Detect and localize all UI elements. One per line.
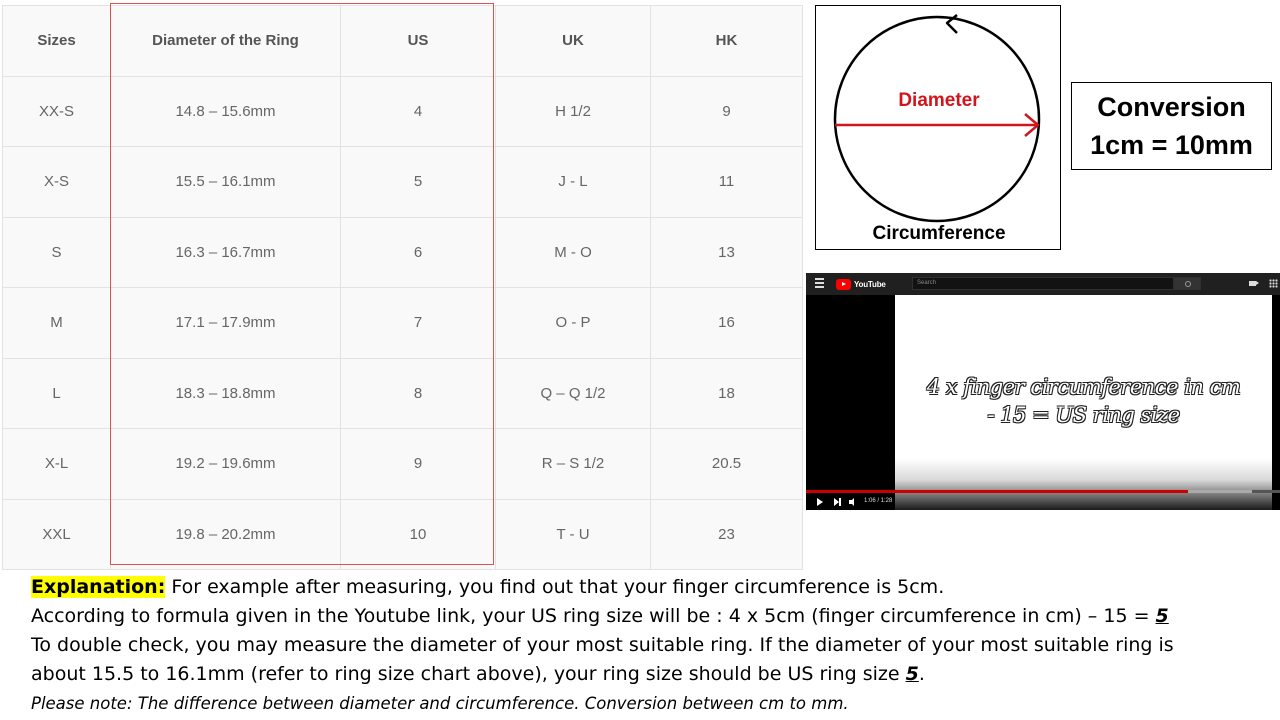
column-header-us: US — [341, 6, 496, 77]
column-header-sizes: Sizes — [3, 6, 111, 77]
table-cell-hk: 23 — [651, 499, 803, 570]
circle-diagram-svg — [816, 6, 1062, 251]
explanation-line-4 — [31, 660, 1271, 689]
table-cell-us: 5 — [341, 147, 496, 218]
video-progress-bar[interactable] — [806, 490, 1280, 493]
table-cell-diameter: 15.5 – 16.1mm — [111, 147, 341, 218]
youtube-video-frame[interactable] — [895, 295, 1272, 510]
youtube-play-logo-icon — [836, 279, 851, 290]
video-camera-icon[interactable] — [1249, 281, 1256, 286]
column-header-hk: HK — [651, 6, 803, 77]
table-cell-diameter: 19.8 – 20.2mm — [111, 499, 341, 570]
answer-us-size: 5 — [1155, 605, 1169, 627]
table-cell-us: 8 — [341, 358, 496, 429]
explanation-line-2-text: According to formula given in the Youtube link, your US ring size will be : 4 x 5cm (finger circumference in cm) – 15 = — [31, 605, 1156, 627]
explanation-line-4-text: about 15.5 to 16.1mm (refer to ring size chart above), your ring size should be US ring size — [31, 663, 906, 685]
youtube-search-input[interactable]: Search — [912, 277, 1174, 290]
explanation-line-1-text: For example after measuring, you find out that your finger circumference is 5cm. — [165, 576, 945, 598]
table-cell-hk: 9 — [651, 76, 803, 147]
table-cell-uk: Q – Q 1/2 — [496, 358, 651, 429]
hamburger-menu-icon[interactable] — [815, 278, 824, 288]
table-cell-diameter: 17.1 – 17.9mm — [111, 288, 341, 359]
table-cell-hk: 11 — [651, 147, 803, 218]
table-cell-size: X-L — [3, 429, 111, 500]
conversion-title: Conversion — [1097, 92, 1246, 122]
video-buffer-bar — [1188, 490, 1252, 493]
youtube-player[interactable] — [806, 273, 1280, 510]
apps-grid-icon[interactable] — [1269, 279, 1278, 288]
table-cell-hk: 13 — [651, 217, 803, 288]
diameter-us-highlight-box — [110, 3, 494, 565]
explanation-line-4-end: . — [918, 663, 925, 685]
circumference-label: Circumference — [872, 223, 1006, 244]
column-header-uk: UK — [496, 6, 651, 77]
conversion-box — [1071, 82, 1272, 170]
table-cell-us: 7 — [341, 288, 496, 359]
explanation-line-1 — [31, 573, 1271, 602]
table-cell-size: XXL — [3, 499, 111, 570]
explanation-label: Explanation: — [31, 576, 166, 598]
explanation-text — [31, 573, 1271, 718]
diameter-circumference-diagram — [815, 5, 1061, 250]
formula-line-1: 4 x finger circumference in cm — [926, 375, 1241, 399]
table-cell-hk: 20.5 — [651, 429, 803, 500]
table-cell-hk: 18 — [651, 358, 803, 429]
explanation-line-3: To double check, you may measure the diameter of your most suitable ring. If the diameter of your most suitable ring is — [31, 634, 1174, 656]
table-cell-uk: J - L — [496, 147, 651, 218]
table-cell-size: L — [3, 358, 111, 429]
play-icon[interactable] — [817, 498, 823, 506]
diameter-label: Diameter — [898, 90, 980, 111]
table-cell-uk: O - P — [496, 288, 651, 359]
table-cell-uk: T - U — [496, 499, 651, 570]
volume-icon[interactable] — [849, 498, 858, 506]
next-icon[interactable] — [834, 498, 841, 506]
table-cell-size: XX-S — [3, 76, 111, 147]
youtube-logo-text: YouTube — [854, 279, 886, 289]
table-cell-us: 10 — [341, 499, 496, 570]
table-cell-size: X-S — [3, 147, 111, 218]
table-cell-uk: R – S 1/2 — [496, 429, 651, 500]
video-time: 1:06 / 1:28 — [864, 498, 893, 504]
formula-line-2: - 15 = US ring size — [987, 403, 1180, 427]
table-cell-diameter: 18.3 – 18.8mm — [111, 358, 341, 429]
table-cell-us: 6 — [341, 217, 496, 288]
table-cell-uk: H 1/2 — [496, 76, 651, 147]
note-text: Please note: The difference between diameter and circumference. Conversion between cm to mm. — [31, 694, 849, 713]
table-cell-size: S — [3, 217, 111, 288]
table-cell-us: 4 — [341, 76, 496, 147]
circumference-circle — [835, 17, 1039, 221]
table-cell-hk: 16 — [651, 288, 803, 359]
youtube-logo[interactable] — [836, 278, 886, 290]
explanation-line-2 — [31, 602, 1271, 631]
column-header-diameter: Diameter of the Ring — [111, 6, 341, 77]
youtube-top-bar — [806, 273, 1280, 295]
table-cell-size: M — [3, 288, 111, 359]
answer-us-size-check: 5 — [905, 663, 919, 685]
table-cell-us: 9 — [341, 429, 496, 500]
table-cell-diameter: 14.8 – 15.6mm — [111, 76, 341, 147]
table-cell-uk: M - O — [496, 217, 651, 288]
video-progress-fill — [806, 490, 1188, 493]
video-controls — [806, 495, 1280, 510]
conversion-value: 1cm = 10mm — [1090, 130, 1253, 160]
search-icon[interactable] — [1174, 277, 1201, 290]
table-cell-diameter: 16.3 – 16.7mm — [111, 217, 341, 288]
table-cell-diameter: 19.2 – 19.6mm — [111, 429, 341, 500]
video-formula-text — [895, 373, 1272, 429]
